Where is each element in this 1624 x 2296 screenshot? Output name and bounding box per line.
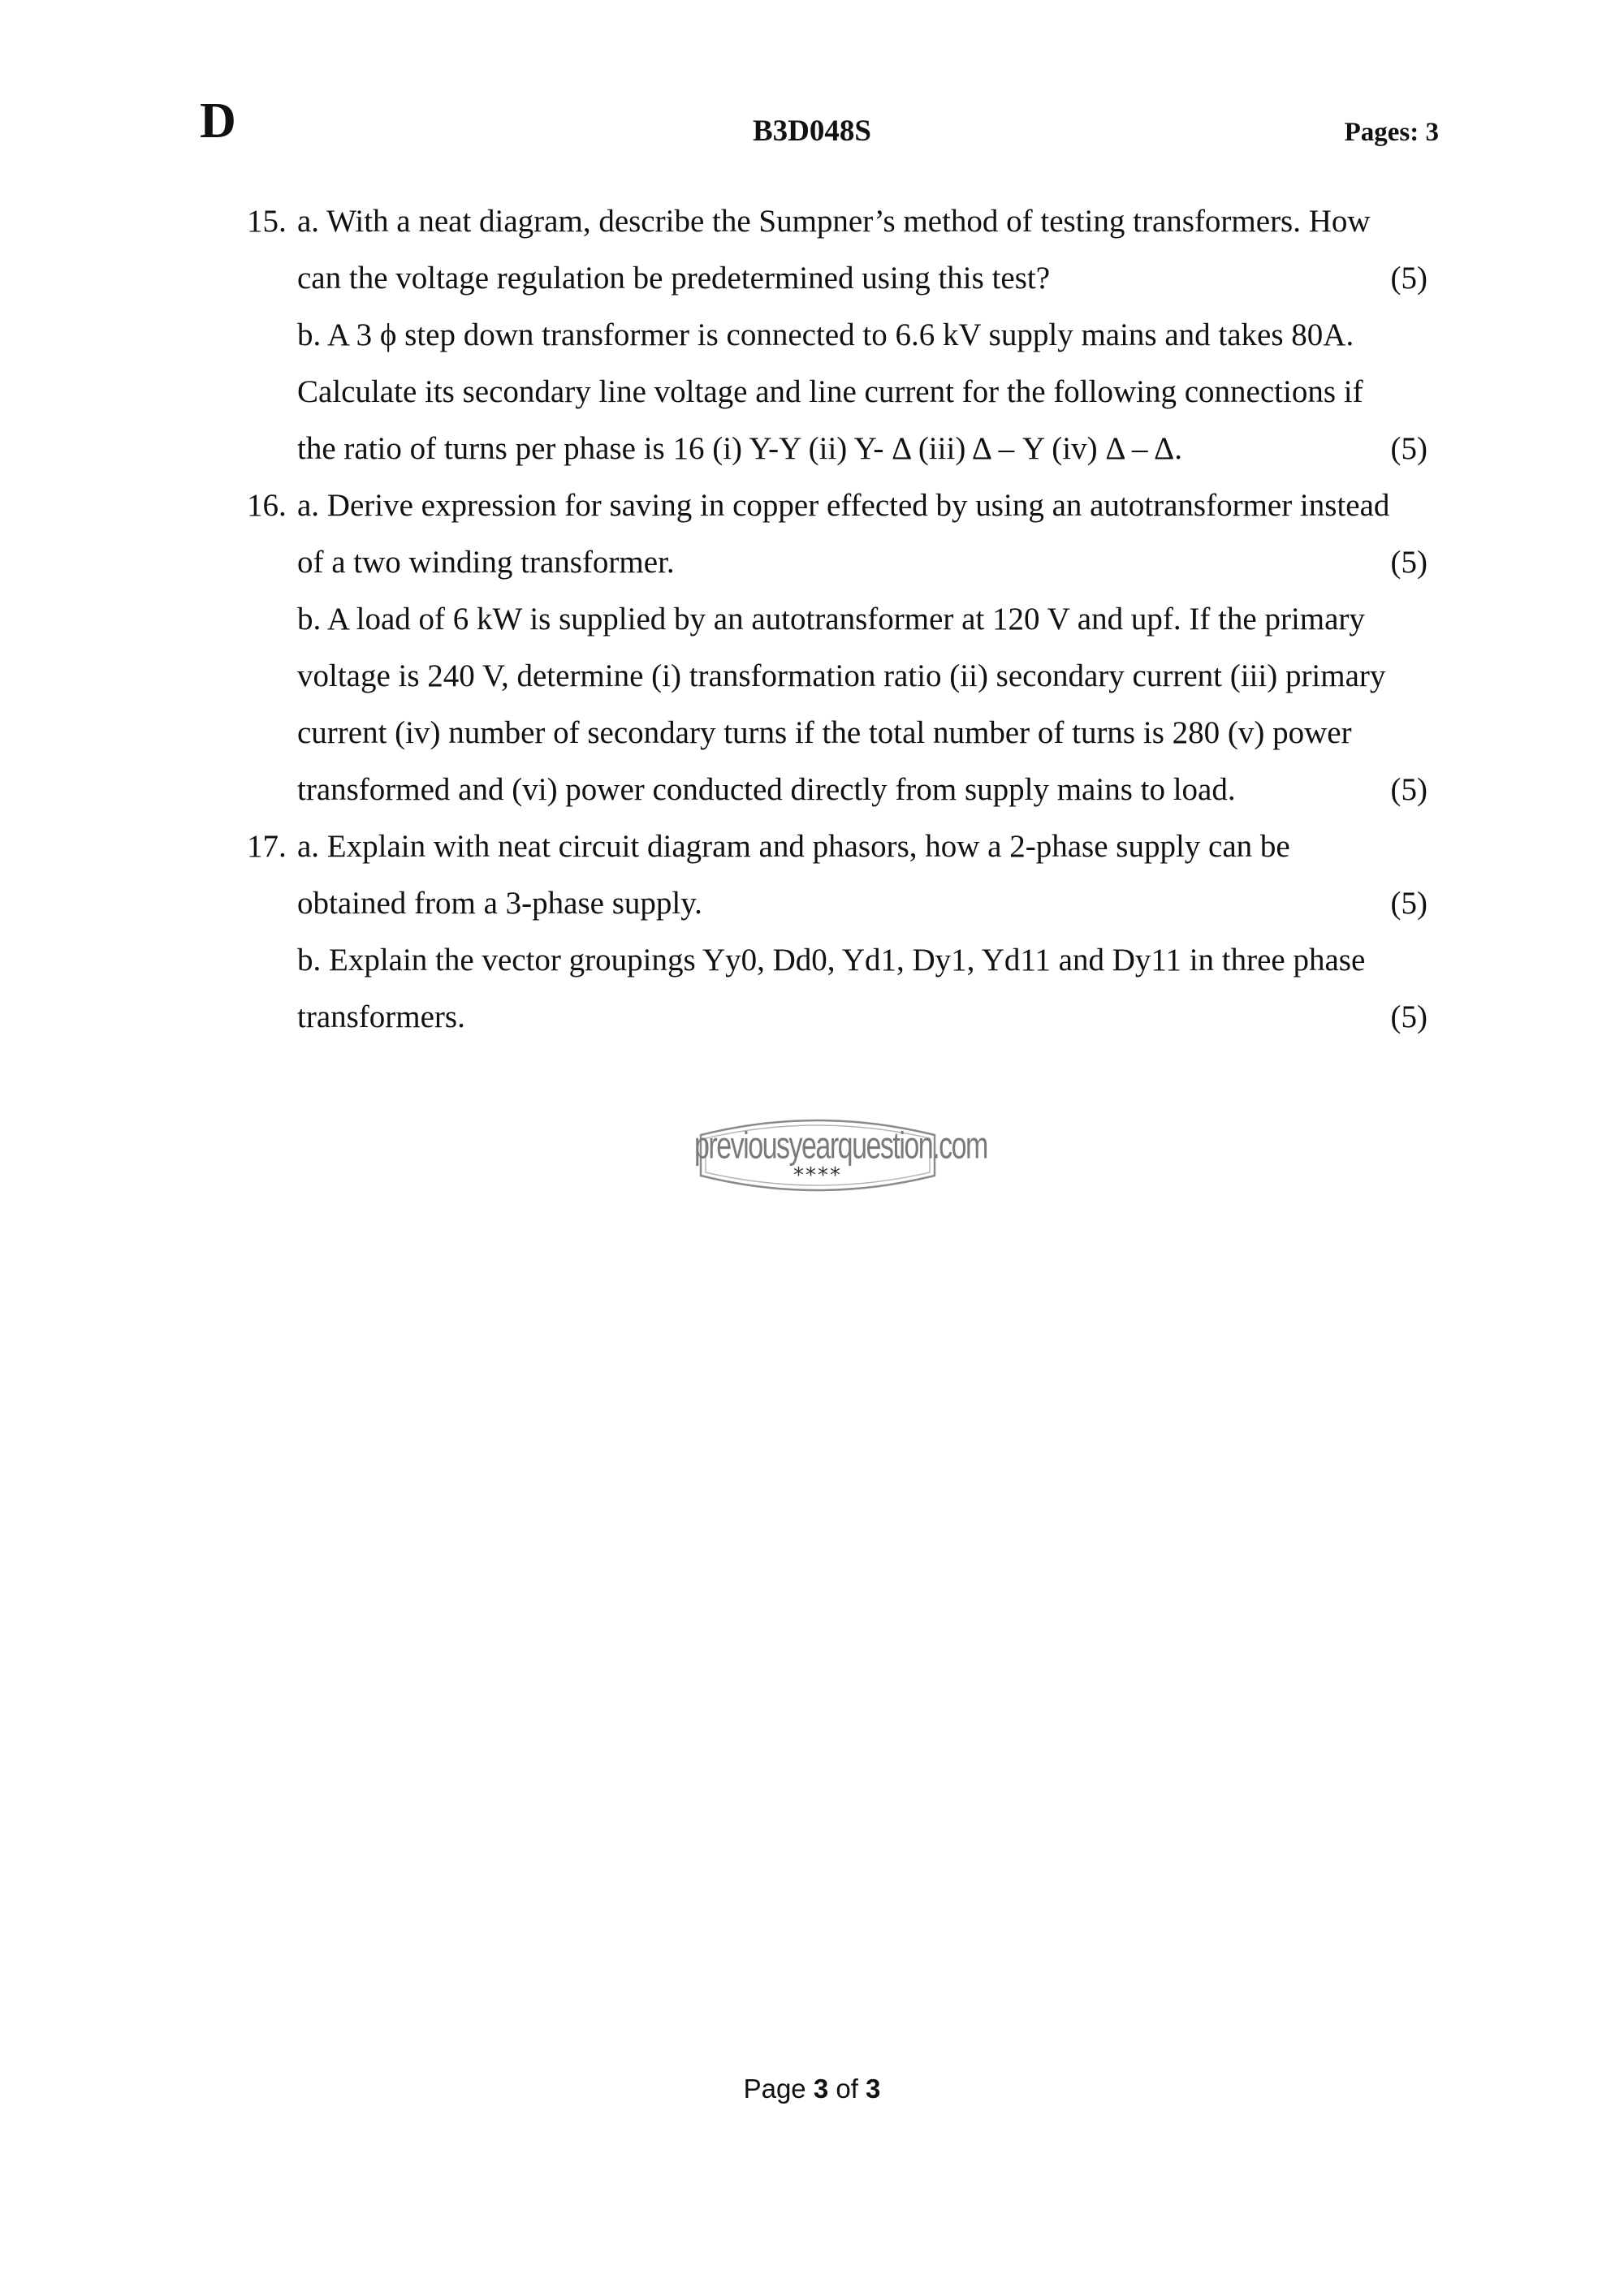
question-15-part-b [247, 307, 1439, 477]
page-footer [0, 2075, 1624, 2102]
watermark-stamp [694, 1112, 987, 1198]
footer-current-page: 3 [813, 2074, 829, 2104]
page-count: Pages: 3 [1344, 118, 1439, 147]
question-number: 17. [247, 829, 287, 864]
marks-label: (5) [1390, 772, 1427, 807]
question-text-line: transformed and (vi) power conducted directly from supply mains to load. [297, 772, 1236, 807]
question-15-part-a [247, 193, 1439, 307]
marks-label: (5) [1390, 261, 1427, 296]
question-text-line: a. Derive expression for saving in copper effected by using an autotransformer instead [297, 488, 1390, 523]
question-16-part-b [247, 591, 1439, 818]
footer-prefix: Page [743, 2074, 814, 2104]
question-text-line: a. With a neat diagram, describe the Sumpner’s method of testing transformers. How [297, 204, 1371, 239]
marks-label: (5) [1390, 886, 1427, 921]
question-text-line: b. A 3 ϕ step down transformer is connected to 6.6 kV supply mains and takes 80A. [297, 317, 1354, 352]
question-text-line: can the voltage regulation be predetermined using this test? [297, 261, 1051, 296]
marks-label: (5) [1390, 999, 1427, 1034]
question-text-line: the ratio of turns per phase is 16 (i) Y-Y (ii) Y- Δ (iii) Δ – Y (iv) Δ – Δ. [297, 431, 1182, 466]
question-text-line: obtained from a 3-phase supply. [297, 886, 702, 921]
question-text-line: b. Explain the vector groupings Yy0, Dd0, Yd1, Dy1, Yd11 and Dy11 in three phase [297, 943, 1366, 978]
question-list [247, 193, 1439, 1046]
question-17-part-a [247, 818, 1439, 932]
question-text-line: Calculate its secondary line voltage and line current for the following connections if [297, 374, 1363, 409]
page-header [0, 0, 1624, 179]
question-text-line: voltage is 240 V, determine (i) transformation ratio (ii) secondary current (iii) primary [297, 658, 1386, 693]
question-text-line: of a two winding transformer. [297, 545, 675, 580]
question-17 [247, 818, 1439, 1046]
question-number: 15. [247, 204, 287, 239]
question-16 [247, 477, 1439, 818]
footer-total-pages: 3 [866, 2074, 881, 2104]
footer-middle: of [828, 2074, 866, 2104]
stamp-stars: **** [793, 1163, 842, 1188]
question-15 [247, 193, 1439, 477]
question-number: 16. [247, 488, 287, 523]
stamp-text: previousyearquestion.com [694, 1125, 987, 1167]
marks-label: (5) [1390, 545, 1427, 580]
marks-label: (5) [1390, 431, 1427, 466]
question-text-line: current (iv) number of secondary turns if the total number of turns is 280 (v) power [297, 715, 1352, 750]
question-text-line: transformers. [297, 999, 465, 1034]
question-text-line: a. Explain with neat circuit diagram and phasors, how a 2-phase supply can be [297, 829, 1290, 864]
question-16-part-a [247, 477, 1439, 591]
paper-code: B3D048S [753, 114, 871, 148]
series-letter: D [200, 93, 236, 149]
question-text-line: b. A load of 6 kW is supplied by an autotransformer at 120 V and upf. If the primary [297, 602, 1365, 637]
question-17-part-b [247, 932, 1439, 1046]
